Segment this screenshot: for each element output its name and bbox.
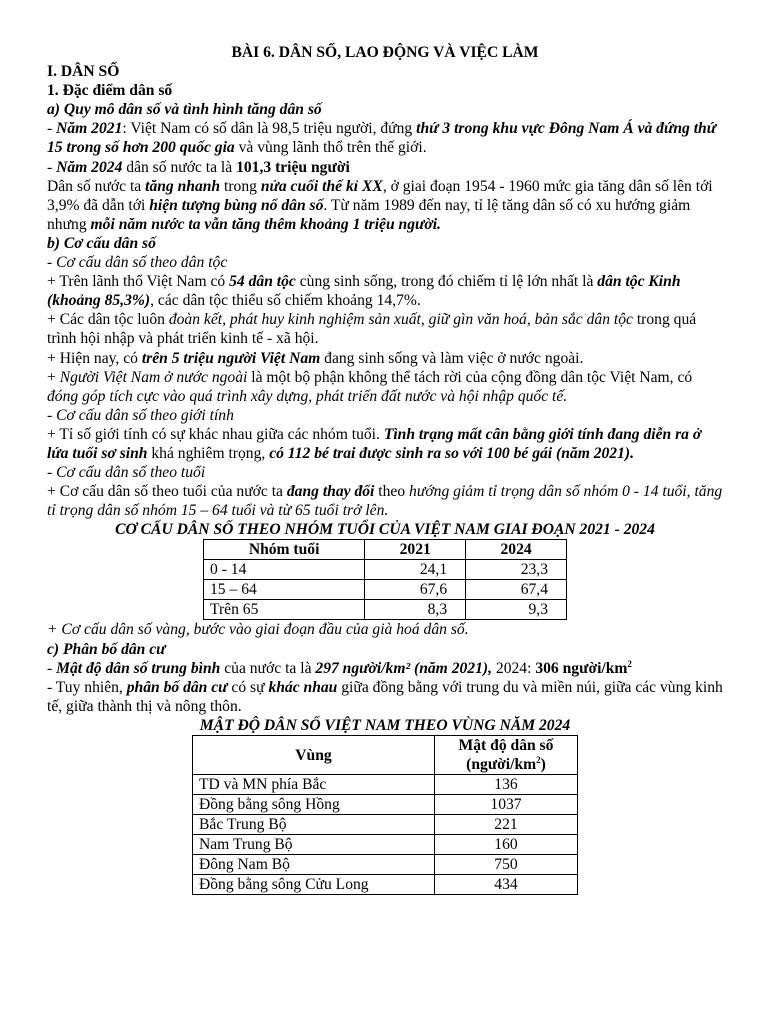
table-cell: 15 – 64	[204, 580, 365, 600]
table-header: Nhóm tuổi	[204, 540, 365, 560]
table-header: 2024	[466, 540, 567, 560]
heading-age: - Cơ cấu dân số theo tuổi	[47, 464, 206, 482]
table-row	[193, 875, 578, 895]
table-header-row	[193, 736, 578, 775]
table-cell: 160	[435, 835, 578, 855]
heading-b: b) Cơ cấu dân số	[47, 234, 156, 252]
ethnic-item-4: + Người Việt Nam ở nước ngoài là một bộ phận không thể tách rời của cộng đồng dân tộc Việt Nam, có đóng góp tích cực vào quá trình xây dựng, phát triển đất nước và hội nhập quốc tế.	[47, 368, 693, 405]
heading-ethnic: - Cơ cấu dân số theo dân tộc	[47, 254, 228, 272]
page-title: BÀI 6. DÂN SỐ, LAO ĐỘNG VÀ VIỆC LÀM	[231, 44, 539, 61]
table-cell: Đồng bằng sông Cửu Long	[193, 875, 435, 895]
table-cell: Bắc Trung Bộ	[193, 815, 435, 835]
table-row	[193, 795, 578, 815]
age-structure-table	[203, 539, 567, 620]
gender-item-1: + Tỉ số giới tính có sự khác nhau giữa các nhóm tuổi. Tình trạng mất cân bằng giới tính đang diễn ra ở lứa tuổi sơ sinh khá nghiêm trọng, có 112 bé trai được sinh ra so với 100 bé gái (năm 2021).	[47, 425, 702, 462]
table-row	[193, 815, 578, 835]
density-table	[192, 735, 578, 895]
table-cell: Nam Trung Bộ	[193, 835, 435, 855]
table-cell: 23,3	[466, 560, 567, 580]
table-row	[193, 855, 578, 875]
heading-c: c) Phân bố dân cư	[47, 640, 166, 658]
table-cell: 434	[435, 875, 578, 895]
age-item-1: + Cơ cấu dân số theo tuổi của nước ta đang thay đổi theo hướng giảm tỉ trọng dân số nhóm 0 - 14 tuổi, tăng tỉ trọng dân số nhóm 15 – 64 tuổi và từ 65 tuổi trở lên.	[47, 483, 723, 520]
paragraph-growth: Dân số nước ta tăng nhanh trong nửa cuối thế kỉ XX, ở giai đoạn 1954 - 1960 mức gia tăng dân số lên tới 3,9% đã dẫn tới hiện tượng bùng nổ dân số. Từ năm 1989 đến nay, tỉ lệ tăng dân số có xu hướng giảm nhưng mỗi năm nước ta vẫn tăng thêm khoảng 1 triệu người.	[47, 177, 713, 233]
density-item-2: - Tuy nhiên, phân bố dân cư có sự khác nhau giữa đồng bằng với trung du và miền núi, giữa các vùng kinh tế, giữa thành thị và nông thôn.	[47, 678, 723, 715]
age-table-caption: CƠ CẤU DÂN SỐ THEO NHÓM TUỔI CỦA VIỆT NAM GIAI ĐOẠN 2021 - 2024	[115, 521, 655, 539]
table-cell: Đông Nam Bộ	[193, 855, 435, 875]
table-cell: 8,3	[365, 600, 466, 620]
table-cell: 0 - 14	[204, 560, 365, 580]
table-row	[193, 835, 578, 855]
table-cell: 67,6	[365, 580, 466, 600]
table-row	[204, 600, 567, 620]
section-heading: I. DÂN SỐ	[47, 63, 120, 81]
table-cell: Trên 65	[204, 600, 365, 620]
density-item-1: - Mật độ dân số trung bình của nước ta là 297 người/km² (năm 2021), 2024: 306 người/$km^2$	[47, 658, 632, 677]
ethnic-item-3: + Hiện nay, có trên 5 triệu người Việt Nam đang sinh sống và làm việc ở nước ngoài.	[47, 349, 584, 367]
ethnic-item-1: + Trên lãnh thổ Việt Nam có 54 dân tộc cùng sinh sống, trong đó chiếm tỉ lệ lớn nhất là dân tộc Kinh (khoảng 85,3%), các dân tộc thiểu số chiếm khoảng 14,7%.	[47, 273, 681, 310]
document-page	[47, 43, 723, 895]
density-table-caption: MẬT ĐỘ DÂN SỐ VIỆT NAM THEO VÙNG NĂM 2024	[199, 716, 571, 734]
table-cell: 221	[435, 815, 578, 835]
ethnic-item-2: + Các dân tộc luôn đoàn kết, phát huy kinh nghiệm sản xuất, giữ gìn văn hoá, bản sắc dân tộc trong quá trình hội nhập và phát triển kinh tế - xã hội.	[47, 311, 697, 348]
table-row	[193, 775, 578, 795]
table-header: 2021	[365, 540, 466, 560]
table-cell: 9,3	[466, 600, 567, 620]
table-header: Vùng	[193, 736, 435, 775]
subsection-heading: 1. Đặc điểm dân số	[47, 82, 173, 100]
table-cell: 750	[435, 855, 578, 875]
table-cell: TD và MN phía Bắc	[193, 775, 435, 795]
age-item-2: + Cơ cấu dân số vàng, bước vào giai đoạn đầu của già hoá dân số.	[47, 621, 469, 639]
heading-gender: - Cơ cấu dân số theo giới tính	[47, 406, 234, 424]
table-header-row	[204, 540, 567, 560]
table-row	[204, 580, 567, 600]
table-cell: 1037	[435, 795, 578, 815]
table-cell: 136	[435, 775, 578, 795]
paragraph-2021: - Năm 2021: Việt Nam có số dân là 98,5 triệu người, đứng thứ 3 trong khu vực Đông Nam Á và đứng thứ 15 trong số hơn 200 quốc gia và vùng lãnh thổ trên thế giới.	[47, 120, 717, 157]
table-row	[204, 560, 567, 580]
table-header: Mật độ dân số $(người/km^2)$	[435, 736, 578, 775]
heading-a: a) Quy mô dân số và tình hình tăng dân số	[47, 101, 322, 119]
table-cell: 24,1	[365, 560, 466, 580]
paragraph-2024: - Năm 2024 dân số nước ta là 101,3 triệu người	[47, 158, 350, 176]
table-cell: Đồng bằng sông Hồng	[193, 795, 435, 815]
table-cell: 67,4	[466, 580, 567, 600]
